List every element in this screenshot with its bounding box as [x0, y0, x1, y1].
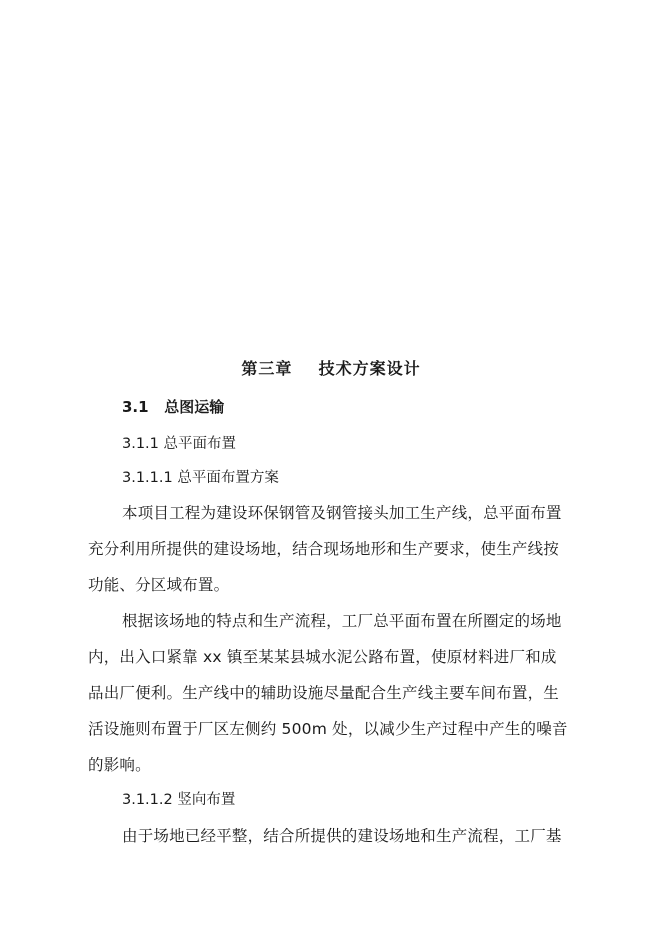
- chapter-title: 第三章 技术方案设计: [241, 359, 421, 378]
- heading-3-1-1: 3.1.1 总平面布置: [122, 436, 237, 452]
- paragraph-2-line-3: 品出厂便利。生产线中的辅助设施尽量配合生产线主要车间布置，生: [88, 684, 560, 702]
- paragraph-1-line-1: 本项目工程为建设环保钢管及钢管接头加工生产线，总平面布置: [122, 504, 562, 522]
- paragraph-2-line-1: 根据该场地的特点和生产流程，工厂总平面布置在所圈定的场地: [122, 612, 562, 630]
- paragraph-1-line-2: 充分利用所提供的建设场地，结合现场地形和生产要求，使生产线按: [88, 540, 560, 558]
- section-heading-3-1: 3.1 总图运输: [122, 398, 225, 416]
- paragraph-2-line-5: 的影响。: [88, 756, 151, 774]
- paragraph-3-line-1: 由于场地已经平整，结合所提供的建设场地和生产流程，工厂基: [122, 827, 562, 845]
- heading-3-1-1-2: 3.1.1.2 竖向布置: [122, 792, 236, 808]
- paragraph-2-line-2: 内，出入口紧靠 xx 镇至某某县城水泥公路布置，使原材料进厂和成: [88, 648, 557, 666]
- paragraph-2-line-4: 活设施则布置于厂区左侧约 500m 处，以减少生产过程中产生的噪音: [88, 720, 568, 738]
- paragraph-1-line-3: 功能、分区域布置。: [88, 576, 230, 594]
- heading-3-1-1-1: 3.1.1.1 总平面布置方案: [122, 470, 279, 486]
